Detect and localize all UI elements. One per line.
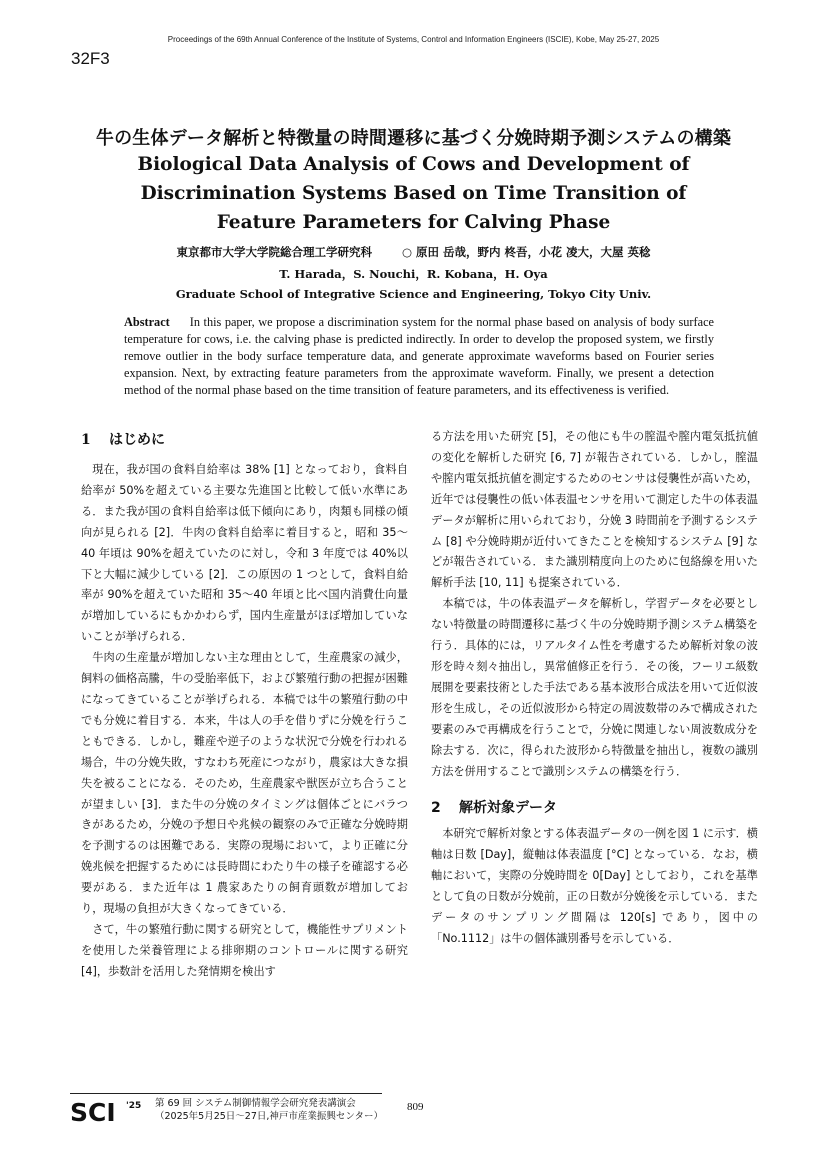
- section-2-title: 解析対象データ: [459, 800, 557, 817]
- conference-info: [155, 1097, 383, 1123]
- section-2-number: 2: [431, 800, 441, 817]
- affiliation-japanese: 東京都市大学大学院総合理工学研究科: [176, 245, 372, 259]
- affiliation-english: Graduate School of Integrative Science and Engineering, Tokyo City Univ.: [175, 287, 652, 301]
- paragraph: 本研究で解析対象とする体表温データの一例を図 1 に示す．横軸は日数 [Day]，縦軸は体表温度 [°C] となっている．なお，横軸において，実際の分娩時間を 0[Day] としており，これを基準として負の日数が分娩前，正の日数が分娩後を示している．またデータのサンプリング間隔は 120[s] であり，図中の「No.1112」は牛の個体識別番号を示している．: [431, 827, 758, 945]
- title-english: Biological Data Analysis of Cows and Development of Discrimination Systems Based on Time Transition of Feature Parameters for Calving Phase: [137, 154, 690, 233]
- paragraph: 現在，我が国の食料自給率は 38% [1] となっており，食料自給率が 50%を超えている主要な先進国と比較して低い水準にある．また我が国の食料自給率は低下傾向にあり，肉類も同様の傾向が見られる [2]．牛肉の食料自給率に着目すると，昭和 35〜40 年頃は 90%を超えていたのに対し，令和 3 年度では 40%以下と大幅に減少している [2]．この原因の 1 つとして，食料自給率が 90%を超えていた昭和 35〜40 年頃と比べ国内消費仕向量が増加しているにもかかわらず，国内生産量がほぼ増加していないことが挙げられる．: [81, 463, 408, 644]
- section-2-heading: [431, 798, 758, 818]
- section-1-title: はじめに: [109, 432, 165, 448]
- conference-line-2: （2025年5月25日〜27日,神戸市産業振興センター）: [155, 1111, 384, 1122]
- abstract-text: In this paper, we propose a discrimination system for the normal phase based on analysis of body surface temperature for cows, i.e. the calving phase is predicted indirectly. In order to develop the proposed system, we firstly remove outlier in the body surface temperature data, and generate approximate waveforms based on Fourier series expansion. Next, by extracting feature parameters from the approximate waveform. Finally, we present a detection method of the normal phase based on the time transition of feature parameters, and its effectiveness is verified.: [124, 315, 714, 397]
- proceedings-header: Proceedings of the 69th Annual Conference of the Institute of Systems, Control and Information Engineers (ISCIE), Kobe, May 25-27, 2025: [167, 35, 660, 44]
- sci-logo: [70, 1095, 150, 1125]
- author-names-english: T. Harada，S. Nouchi，R. Kobana，H. Oya: [279, 267, 548, 281]
- right-column: [431, 427, 758, 950]
- footer-divider: [70, 1093, 382, 1094]
- paragraph-continuation: る方法を用いた研究 [5]，その他にも牛の膣温や膣内電気抵抗値の変化を解析した研究 [6, 7] が報告されている．しかし，膣温や膣内電気抵抗値を測定するためのセンサは侵襲性が高いため，近年では侵襲性の低い体表温センサを用いて測定した牛の体表温データが解析に用いられており，分娩 3 時間前を予測するシステム [8] や分娩時期が近付いてきたことを検知するシステム [9] などが報告されている．また識別精度向上のために包絡線を用いた解析手法 [10, 11] も提案されている．: [431, 430, 758, 590]
- paragraph: 牛肉の生産量が増加しない主な理由として，生産農家の減少，飼料の価格高騰，牛の受胎率低下，および繁殖行動の把握が困難になってきていることが挙げられる．本稿では牛の繁殖行動の中でも分娩に着目する．本来，牛は人の手を借りずに分娩を行うこともできる．しかし，難産や逆子のような状況で分娩を行われる場合，牛の分娩失敗，すなわち死産につながり，農家は大きな損失を被ることになる．そのため，生産農家や獣医が立ち合うことが望ましい [3]．また牛の分娩のタイミングは個体ごとにバラつきがあるため，分娩の予想日や兆候の観察のみで正確な分娩時期を予測するのは困難である．実際の現場において，より正確に分娩兆候を把握するためには長時間にわたり牛の様子を確認する必要がある．また近年は 1 農家あたりの飼育頭数が増加しており，現場の負担が大きくなってきている．: [81, 651, 408, 916]
- title-japanese: 牛の生体データ解析と特徴量の時間遷移に基づく分娩時期予測システムの構築: [95, 128, 732, 149]
- paper-code: 32F3: [71, 49, 110, 68]
- paragraph: 本稿では，牛の体表温データを解析し，学習データを必要としない特徴量の時間遷移に基づく牛の分娩時期予測システム構築を行う．具体的には，リアルタイム性を考慮するため解析対象の波形を時々刻々抽出し，異常値修正を行う．その後，フーリエ級数展開を要素技術とした手法である基本波形合成法を用いて近似波形を生成し，その近似波形から特定の周波数帯のみで構成された要素のみで再構成を行うことで，分娩に関連しない周波数成分を除去する．次に，得られた波形から特徴量を抽出し，複数の識別方法を併用することで識別システムの構築を行う．: [431, 597, 758, 778]
- authors-japanese: [0, 244, 827, 260]
- abstract-label: Abstract: [124, 315, 170, 329]
- page-number: 809: [407, 1101, 424, 1113]
- author-names-japanese: ○ 原田 岳哉，野内 柊吾，小花 凌大，大屋 英稔: [401, 245, 651, 259]
- section-1-heading: [81, 430, 165, 450]
- abstract: [124, 314, 714, 399]
- left-column: [81, 460, 408, 983]
- logo-text: SCI: [70, 1098, 116, 1125]
- section-1-number: 1: [81, 432, 91, 448]
- logo-year: '25: [126, 1101, 142, 1111]
- conference-line-1: 第 69 回 システム制御情報学会研究発表講演会: [155, 1098, 356, 1109]
- paragraph: さて，牛の繁殖行動に関する研究として，機能性サプリメントを使用した栄養管理による排卵期のコントロールに関する研究 [4]，歩数計を活用した発情期を検出す: [81, 922, 408, 978]
